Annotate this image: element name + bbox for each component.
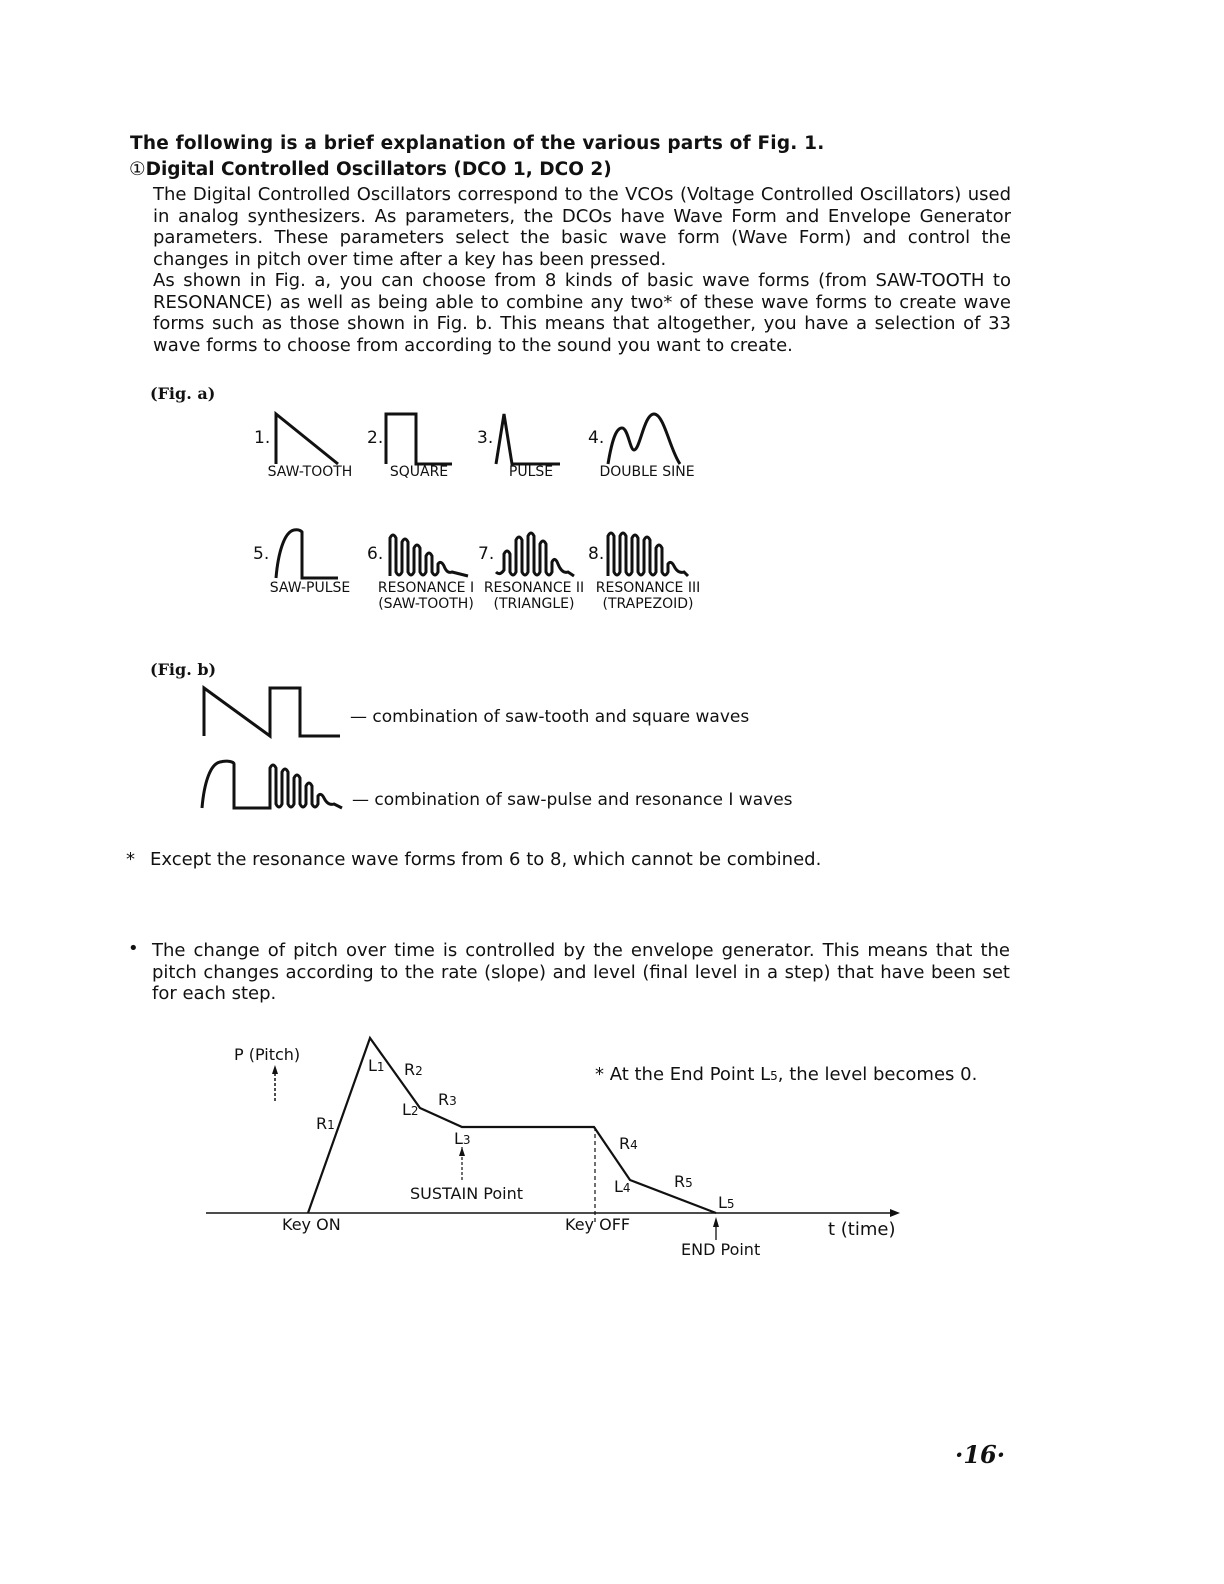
rate-2-label: R2 <box>404 1060 423 1079</box>
end-point-note <box>595 1064 977 1085</box>
resonance-1-wave-icon <box>388 530 472 580</box>
wave-label <box>482 580 586 612</box>
key-on-label: Key ON <box>282 1215 341 1234</box>
section-title <box>129 159 612 180</box>
rate-4-label: R4 <box>619 1134 638 1153</box>
footnote-text: Except the resonance wave forms from 6 to 8, which cannot be combined. <box>150 849 822 870</box>
resonance-2-wave-icon <box>494 530 578 580</box>
paragraph-1: The Digital Controlled Oscillators correspond to the VCOs (Voltage Controlled Oscillators) used in analog synthesizers. As parameters, the DCOs have Wave Form and Envelope Generator parameters. These parameters select the basic wave form (Wave Form) and control the changes in pitch over time after a key has been pressed. <box>153 184 1011 270</box>
resonance-3-wave-icon <box>606 530 690 580</box>
time-axis-arrowhead <box>890 1209 900 1217</box>
bullet-mark: • <box>128 938 139 959</box>
wave-label <box>370 580 482 612</box>
level-4-label: L4 <box>614 1177 631 1196</box>
combo-text: — combination of saw-pulse and resonance I waves <box>352 790 793 810</box>
wave-label: SAW-TOOTH <box>267 464 353 480</box>
footnote-mark: * <box>126 849 135 870</box>
rate-5-label: R5 <box>674 1172 693 1191</box>
wave-label-main: RESONANCE I <box>377 580 475 596</box>
intro-heading: The following is a brief explanation of the various parts of Fig. 1. <box>130 133 825 154</box>
wave-number: 3. <box>477 428 494 448</box>
section-title-text: Digital Controlled Oscillators (DCO 1, DCO 2) <box>145 159 612 180</box>
pulse-wave-icon <box>494 410 564 466</box>
wave-label-main: RESONANCE II <box>483 580 585 596</box>
wave-number: 5. <box>253 544 270 564</box>
wave-number: 4. <box>588 428 605 448</box>
body-text <box>153 184 1011 356</box>
wave-label-sub: (TRAPEZOID) <box>602 596 694 612</box>
sawtooth-square-combo-icon <box>200 684 342 740</box>
wave-label: DOUBLE SINE <box>599 464 695 480</box>
time-axis-label: t (time) <box>828 1219 896 1240</box>
section-marker: ① <box>129 159 146 180</box>
end-point-note-sub: 5 <box>770 1069 778 1083</box>
wave-label-main: RESONANCE III <box>595 580 701 596</box>
sawpulse-resonance-combo-icon <box>198 756 346 812</box>
wave-label: SAW-PULSE <box>269 580 351 596</box>
sawtooth-wave-icon <box>272 410 342 466</box>
page-number: ·16· <box>955 1440 1006 1469</box>
double-sine-wave-icon <box>604 410 684 466</box>
wave-label-sub: (TRIANGLE) <box>493 596 575 612</box>
end-point-note-text: * At the End Point L <box>595 1064 771 1085</box>
rate-1-label: R1 <box>316 1114 335 1133</box>
saw-pulse-wave-icon <box>272 524 342 580</box>
wave-number: 2. <box>367 428 384 448</box>
bullet-paragraph: The change of pitch over time is controlled by the envelope generator. This means that the pitch changes according to the rate (slope) and level (final level in a step) that have been set for each step. <box>152 940 1010 1004</box>
key-off-label: Key OFF <box>565 1215 631 1234</box>
level-5-label: L5 <box>718 1193 735 1212</box>
wave-number: 1. <box>254 428 271 448</box>
pitch-axis-label: P (Pitch) <box>234 1045 301 1064</box>
end-point-note-tail: , the level becomes 0. <box>777 1064 978 1085</box>
wave-number: 8. <box>588 544 605 564</box>
wave-label <box>592 580 704 612</box>
wave-number: 7. <box>478 544 495 564</box>
bullet-text <box>152 940 1010 1005</box>
sustain-point-label: SUSTAIN Point <box>410 1184 523 1203</box>
fig-a-label: (Fig. a) <box>150 384 216 403</box>
level-2-label: L2 <box>402 1100 419 1119</box>
wave-number: 6. <box>367 544 384 564</box>
wave-label: PULSE <box>508 464 554 480</box>
combo-text: — combination of saw-tooth and square waves <box>350 707 750 727</box>
wave-label: SQUARE <box>389 464 449 480</box>
wave-label-sub: (SAW-TOOTH) <box>378 596 474 612</box>
fig-b-label: (Fig. b) <box>150 660 217 679</box>
square-wave-icon <box>384 410 454 466</box>
rate-3-label: R3 <box>438 1090 457 1109</box>
level-1-label: L1 <box>368 1056 385 1075</box>
paragraph-2: As shown in Fig. a, you can choose from 8 kinds of basic wave forms (from SAW-TOOTH to RESONANCE) as well as being able to combine any two* of these wave forms to create wave forms such as those shown in Fig. b. This means that altogether, you have a selection of 33 wave forms to choose from according to the sound you want to create. <box>153 270 1011 356</box>
end-point-label: END Point <box>681 1240 761 1259</box>
level-3-label: L3 <box>454 1129 471 1148</box>
